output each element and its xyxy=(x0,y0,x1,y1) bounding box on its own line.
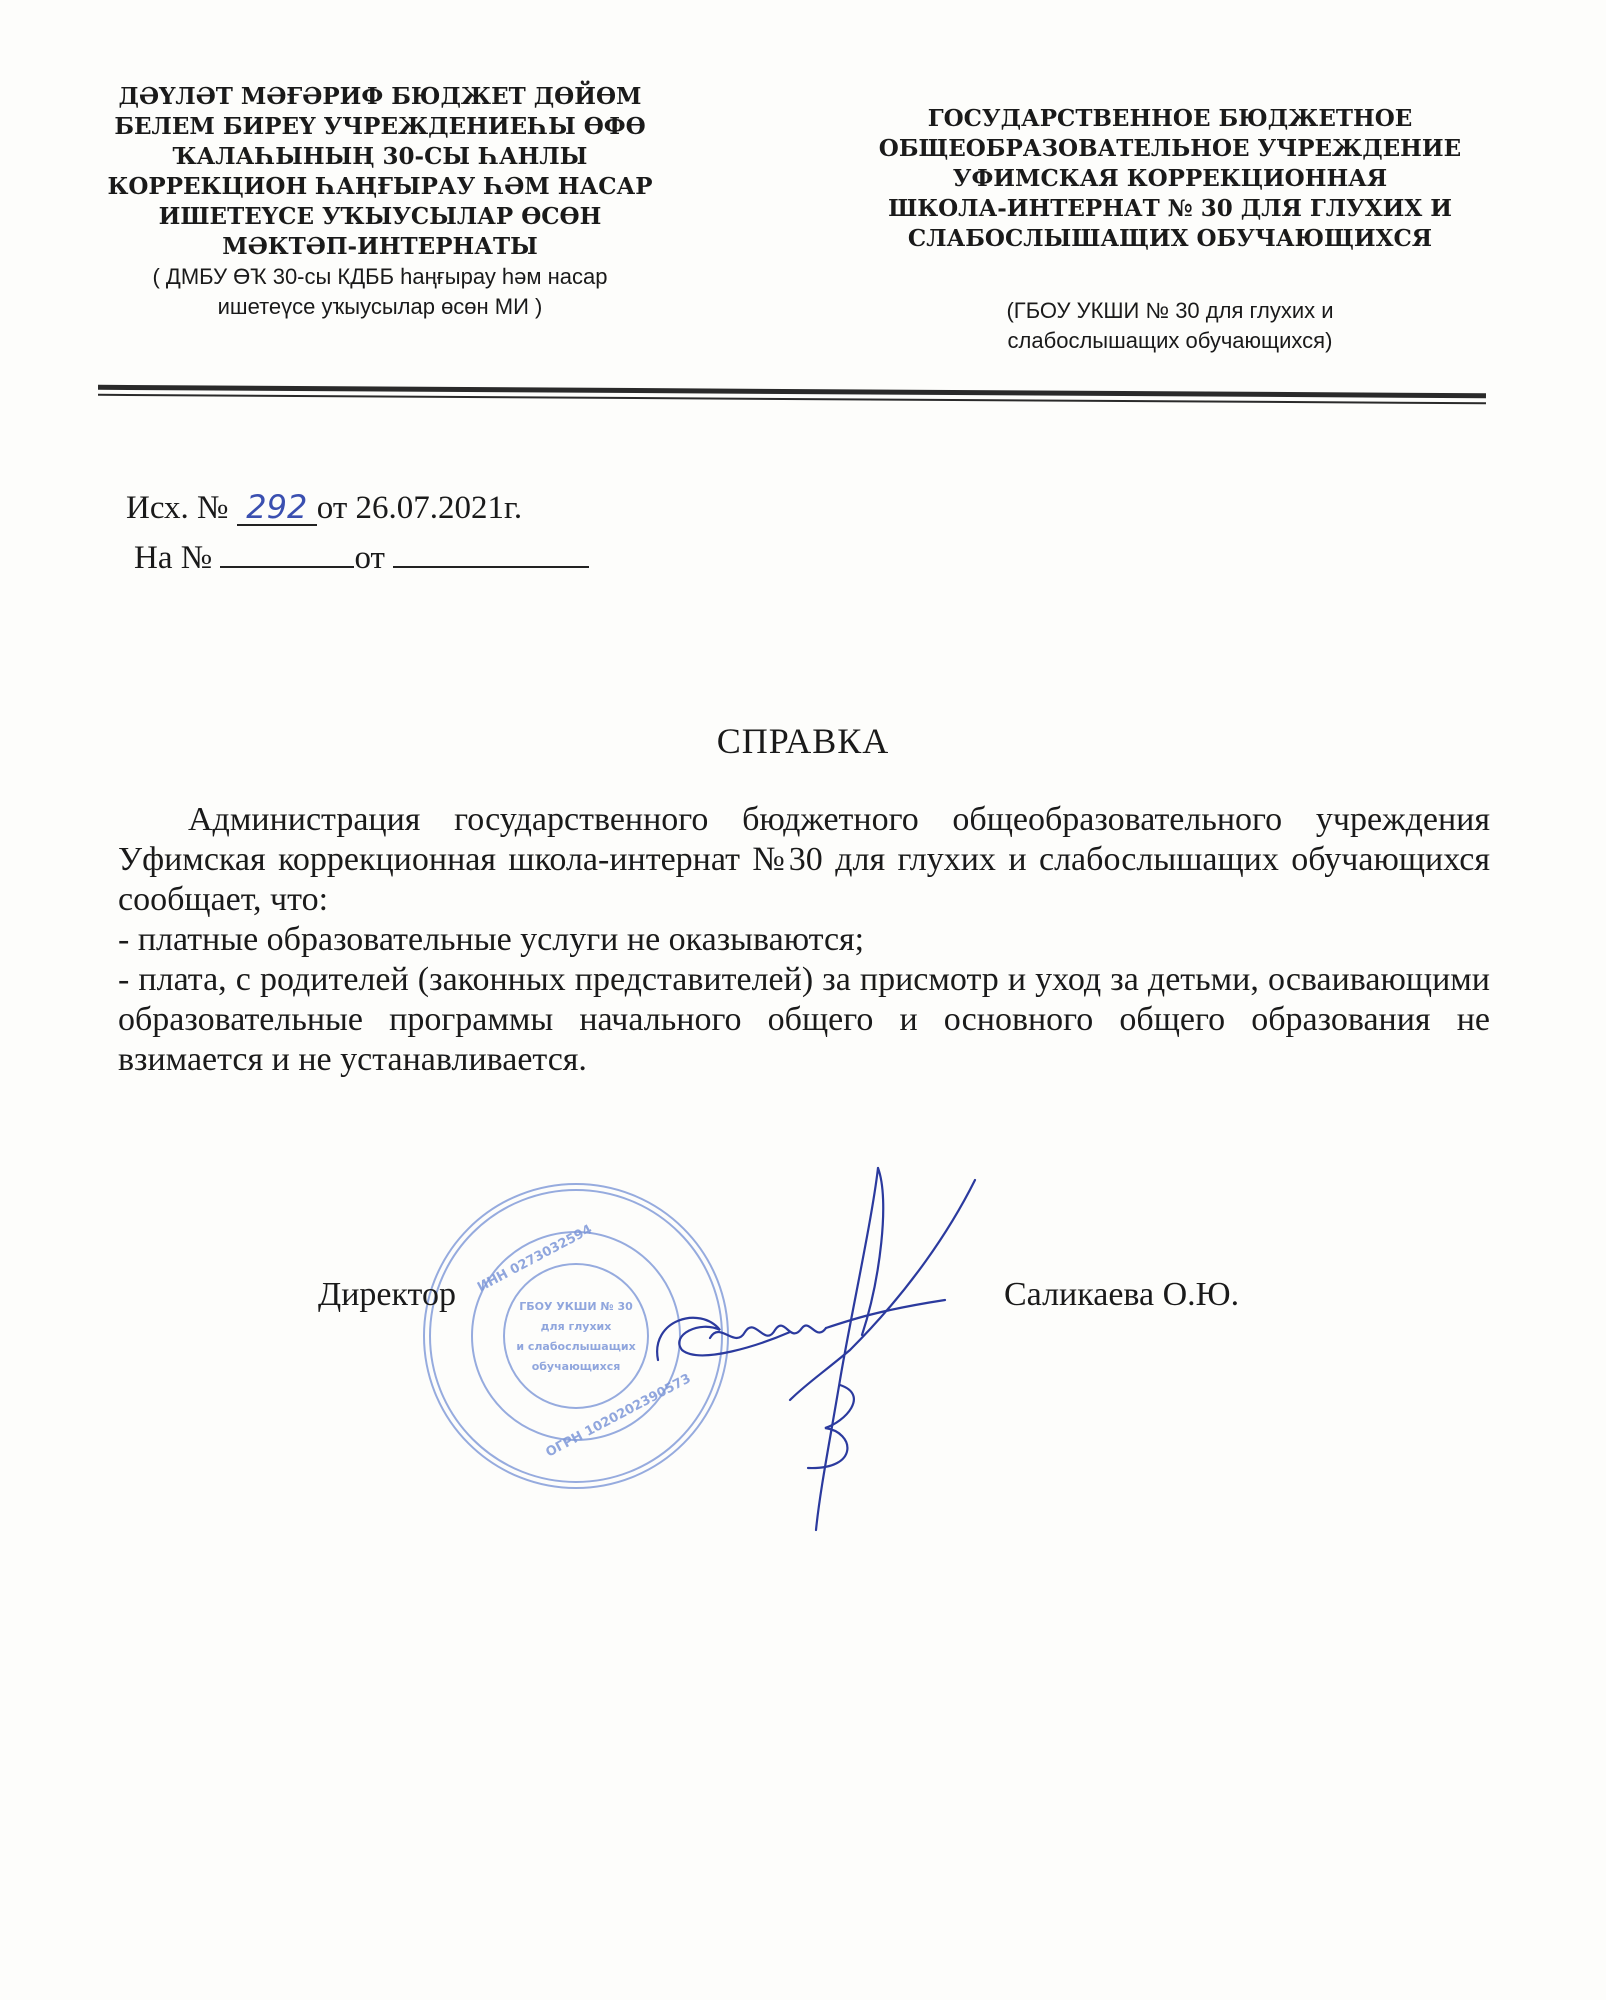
incoming-date-blank xyxy=(393,536,589,568)
header-bashkir xyxy=(80,82,680,322)
stamp-ogrn: ОГРН 1020202390573 xyxy=(543,1371,694,1461)
handwritten-signature xyxy=(640,1160,1020,1540)
signatory-name: Саликаева О.Ю. xyxy=(1004,1276,1240,1313)
stamp-line-2: для глухих xyxy=(540,1320,612,1333)
stamp-line-1: ГБОУ УКШИ № 30 xyxy=(519,1300,633,1313)
incoming-from-label: от xyxy=(354,540,385,576)
document-body xyxy=(118,800,1490,1080)
document-title: СПРАВКА xyxy=(716,721,890,761)
outgoing-date: от 26.07.2021г. xyxy=(316,490,523,526)
header-russian xyxy=(860,104,1480,356)
org-abbr-russian: (ГБОУ УКШИ № 30 для глухих и слабослышащих обучающихся) xyxy=(1006,298,1334,353)
org-name-bashkir: ДӘҮЛӘТ МӘҒӘРИФ БЮДЖЕТ ДӨЙӨМ БЕЛЕМ БИРЕҮ УЧРЕЖДЕНИЕҺЫ ӨФӨ ҠАЛАҺЫНЫҢ 30-СЫ ҺАНЛЫ КОРРЕКЦИОН ҺАҢҒЫРАУ ҺӘМ НАСАР ИШЕТЕҮСЕ УҠЫУСЫЛАР ӨСӨН МӘКТӘП-ИНТЕРНАТЫ xyxy=(107,83,653,260)
stamp-inn: ИНН 0273032594 xyxy=(475,1222,595,1296)
org-name-russian: ГОСУДАРСТВЕННОЕ БЮДЖЕТНОЕ ОБЩЕОБРАЗОВАТЕЛЬНОЕ УЧРЕЖДЕНИЕ УФИМСКАЯ КОРРЕКЦИОННАЯ ШКОЛА-ИНТЕРНАТ № 30 ДЛЯ ГЛУХИХ И СЛАБОСЛЫШАЩИХ ОБУЧАЮЩИХСЯ xyxy=(878,105,1462,252)
outgoing-number: 292 xyxy=(237,490,317,526)
outgoing-reference xyxy=(126,488,522,528)
body-paragraph: Администрация государственного бюджетного общеобразовательного учреждения Уфимская коррекционная школа-интернат №30 для глухих и слабослышащих обучающихся сообщает, что: xyxy=(118,801,1490,918)
incoming-prefix: На № xyxy=(134,540,213,576)
org-abbr-bashkir: ( ДМБУ ӨҠ 30-сы КДББ һаңғырау һәм насар ишетеүсе уҡыусылар өсөн МИ ) xyxy=(152,264,608,319)
signatory-role: Директор xyxy=(318,1276,456,1313)
incoming-reference xyxy=(134,536,589,578)
body-item-2: - плата, с родителей (законных представителей) за присмотр и уход за детьми, осваивающими образовательные программы начального общего и основного общего образования не взимается и не устанавливается. xyxy=(118,961,1490,1078)
stamp-line-3: и слабослышащих xyxy=(516,1340,636,1353)
stamp-line-4: обучающихся xyxy=(531,1360,621,1373)
incoming-number-blank xyxy=(220,536,354,568)
body-item-1: - платные образовательные услуги не оказываются; xyxy=(118,921,865,958)
outgoing-prefix: Исх. № xyxy=(126,490,229,526)
